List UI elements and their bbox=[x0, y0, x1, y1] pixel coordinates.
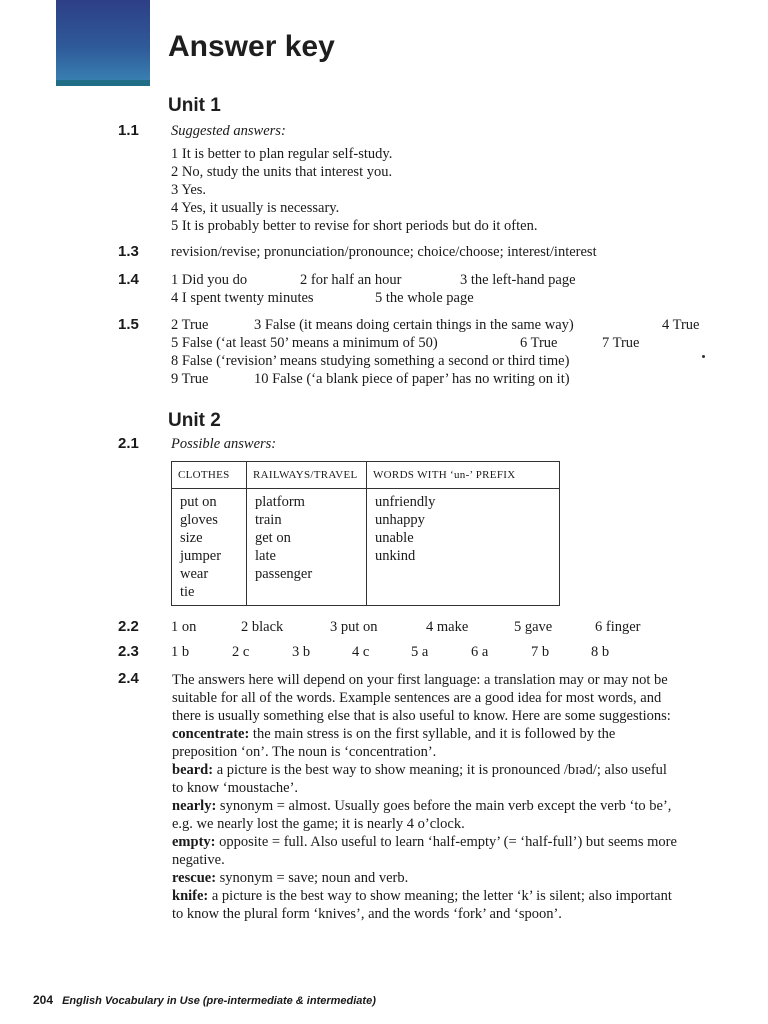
answer-2-2-item: 3 put on bbox=[330, 619, 378, 635]
unit-2-heading: Unit 2 bbox=[168, 410, 221, 431]
paragraph-line: negative. bbox=[172, 852, 225, 868]
table-column-clothes bbox=[172, 489, 247, 606]
corner-color-block bbox=[56, 0, 150, 86]
answer-1-5-item-9: 9 True bbox=[171, 371, 209, 387]
section-number-1-5: 1.5 bbox=[118, 316, 139, 333]
table-header-un-prefix: WORDS WITH ‘un-’ PREFIX bbox=[367, 462, 560, 489]
vocabulary-table bbox=[171, 461, 560, 606]
entry-beard bbox=[172, 761, 752, 779]
answer-2-2-item: 2 black bbox=[241, 619, 284, 635]
answer-1-5-item-6: 6 True bbox=[520, 335, 558, 351]
answer-2-3-item: 2 c bbox=[232, 644, 250, 660]
paragraph-line: The answers here will depend on your first language: a translation may or may not be bbox=[172, 672, 668, 688]
answer-2-2-item: 6 finger bbox=[595, 619, 641, 635]
answer-2-2-item: 1 on bbox=[171, 619, 197, 635]
table-header-clothes: CLOTHES bbox=[172, 462, 247, 489]
page-title: Answer key bbox=[168, 30, 335, 63]
answer-1-5-item-3: 3 False (it means doing certain things in the same way) bbox=[254, 317, 574, 333]
section-number-2-2: 2.2 bbox=[118, 618, 139, 635]
table-cell: jumper bbox=[180, 548, 222, 564]
entry-concentrate bbox=[172, 725, 752, 743]
entry-text: synonym = almost. Usually goes before the main verb except the verb ‘to be’, bbox=[216, 798, 672, 814]
answer-2-3-item: 5 a bbox=[411, 644, 429, 660]
page-footer bbox=[33, 993, 376, 1007]
answer-1-4-item-2: 2 for half an hour bbox=[300, 272, 402, 288]
entry-word: concentrate: bbox=[172, 726, 250, 742]
table-cell: put on bbox=[180, 494, 217, 510]
entry-rescue bbox=[172, 869, 752, 887]
answer-1-1-line-3: 3 Yes. bbox=[171, 182, 207, 198]
paragraph-line: to know ‘moustache’. bbox=[172, 780, 299, 796]
entry-nearly bbox=[172, 797, 752, 815]
answer-2-3-item: 4 c bbox=[352, 644, 370, 660]
answer-2-2-item: 5 gave bbox=[514, 619, 553, 635]
answer-2-4-body bbox=[172, 671, 752, 923]
table-cell: gloves bbox=[180, 512, 218, 528]
answer-2-3-item: 3 b bbox=[292, 644, 311, 660]
paragraph-line: there is usually something else that is also useful to know. Here are some suggestions: bbox=[172, 708, 671, 724]
table-cell: passenger bbox=[255, 566, 313, 582]
book-title: English Vocabulary in Use (pre-intermediate & intermediate) bbox=[62, 995, 376, 1007]
section-2-1-intro: Possible answers: bbox=[171, 436, 277, 452]
answer-1-5-item-2: 2 True bbox=[171, 317, 209, 333]
entry-word: knife: bbox=[172, 888, 209, 904]
page-number: 204 bbox=[33, 993, 54, 1007]
answer-1-1-line-4: 4 Yes, it usually is necessary. bbox=[171, 200, 340, 216]
entry-text: synonym = save; noun and verb. bbox=[216, 870, 409, 886]
table-cell: unable bbox=[375, 530, 414, 546]
answer-1-1-line-5: 5 It is probably better to revise for short periods but do it often. bbox=[171, 218, 538, 234]
section-number-2-1: 2.1 bbox=[118, 435, 139, 452]
entry-knife bbox=[172, 887, 752, 905]
answer-2-3-item: 8 b bbox=[591, 644, 610, 660]
section-number-1-3: 1.3 bbox=[118, 243, 139, 260]
entry-word: beard: bbox=[172, 762, 214, 778]
answer-2-2-item: 4 make bbox=[426, 619, 469, 635]
answer-1-5-item-4: 4 True bbox=[662, 317, 700, 333]
answer-1-5-item-10: 10 False (‘a blank piece of paper’ has no writing on it) bbox=[254, 371, 570, 387]
unit-1-heading: Unit 1 bbox=[168, 95, 221, 116]
table-column-railways bbox=[247, 489, 367, 606]
answer-2-3-item: 7 b bbox=[531, 644, 550, 660]
answer-1-4-item-5: 5 the whole page bbox=[375, 290, 474, 306]
answer-1-1-line-2: 2 No, study the units that interest you. bbox=[171, 164, 393, 180]
stray-mark bbox=[702, 355, 705, 358]
table-cell: train bbox=[255, 512, 282, 528]
table-header-railways: RAILWAYS/TRAVEL bbox=[247, 462, 367, 489]
answer-1-1-line-1: 1 It is better to plan regular self-study. bbox=[171, 146, 393, 162]
table-column-un-prefix bbox=[367, 489, 560, 606]
answer-1-4-item-1: 1 Did you do bbox=[171, 272, 248, 288]
entry-text: a picture is the best way to show meaning; the letter ‘k’ is silent; also important bbox=[208, 888, 672, 904]
entry-text: opposite = full. Also useful to learn ‘half-empty’ (= ‘half-full’) but seems more bbox=[215, 834, 677, 850]
table-cell: unfriendly bbox=[375, 494, 436, 510]
answer-1-3: revision/revise; pronunciation/pronounce; choice/choose; interest/interest bbox=[171, 244, 597, 260]
answer-1-5-item-8: 8 False (‘revision’ means studying something a second or third time) bbox=[171, 353, 570, 369]
entry-text: the main stress is on the first syllable, and it is followed by the bbox=[249, 726, 616, 742]
answer-2-3-item: 6 a bbox=[471, 644, 489, 660]
paragraph-line: e.g. we nearly lost the game; it is nearly 4 o’clock. bbox=[172, 816, 465, 832]
entry-text: a picture is the best way to show meaning; it is pronounced /bɪəd/; also useful bbox=[213, 762, 667, 778]
paragraph-line: preposition ‘on’. The noun is ‘concentration’. bbox=[172, 744, 437, 760]
entry-word: rescue: bbox=[172, 870, 217, 886]
table-cell: get on bbox=[255, 530, 291, 546]
corner-color-bar bbox=[56, 80, 150, 86]
answer-2-3-item: 1 b bbox=[171, 644, 190, 660]
answer-1-5-item-7: 7 True bbox=[602, 335, 640, 351]
section-number-1-1: 1.1 bbox=[118, 122, 139, 139]
answer-1-4-item-3: 3 the left-hand page bbox=[460, 272, 576, 288]
entry-word: empty: bbox=[172, 834, 216, 850]
section-number-2-3: 2.3 bbox=[118, 643, 139, 660]
paragraph-line: to know the plural form ‘knives’, and the words ‘fork’ and ‘spoon’. bbox=[172, 906, 562, 922]
answer-1-4-item-4: 4 I spent twenty minutes bbox=[171, 290, 314, 306]
entry-empty bbox=[172, 833, 752, 851]
table-cell: tie bbox=[180, 584, 195, 600]
table-cell: wear bbox=[180, 566, 209, 582]
table-cell: size bbox=[180, 530, 203, 546]
paragraph-line: suitable for all of the words. Example sentences are a good idea for most words, and bbox=[172, 690, 662, 706]
table-cell: late bbox=[255, 548, 276, 564]
entry-word: nearly: bbox=[172, 798, 217, 814]
section-number-2-4: 2.4 bbox=[118, 670, 139, 687]
table-cell: unkind bbox=[375, 548, 416, 564]
table-cell: unhappy bbox=[375, 512, 425, 528]
table-cell: platform bbox=[255, 494, 305, 510]
answer-1-5-item-5: 5 False (‘at least 50’ means a minimum of 50) bbox=[171, 335, 438, 351]
section-1-1-intro: Suggested answers: bbox=[171, 123, 286, 139]
section-number-1-4: 1.4 bbox=[118, 271, 139, 288]
